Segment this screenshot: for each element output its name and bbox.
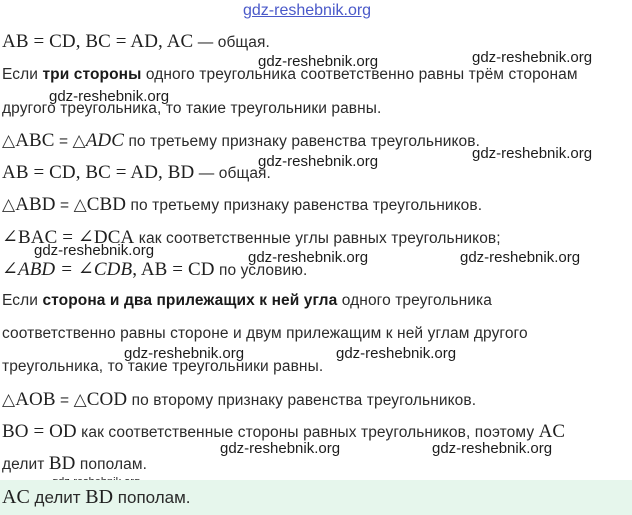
answer-label: пополам. xyxy=(113,488,191,507)
statement-line xyxy=(2,226,501,249)
statement-text: делит xyxy=(2,456,49,473)
statement-text: одного треугольника xyxy=(337,292,492,309)
watermark: gdz-reshebnik.org xyxy=(472,49,593,66)
answer-box xyxy=(0,480,632,515)
watermark: gdz-reshebnik.org xyxy=(34,242,155,259)
watermark: gdz-reshebnik.org xyxy=(124,345,245,362)
triangle-symbol: △ xyxy=(2,195,16,215)
math-expression: AC xyxy=(2,486,30,508)
theorem-line xyxy=(2,100,381,118)
statement-line xyxy=(2,130,480,152)
watermark: gdz-reshebnik.org xyxy=(49,88,170,105)
math-expression: AB = CD, BC = AD, BD xyxy=(2,162,195,183)
math-expression: BD xyxy=(48,453,76,474)
math-expression: BD xyxy=(85,486,114,508)
math-expression: AB = CD, BC = AD, AC xyxy=(2,31,194,52)
triangle-symbol: △ xyxy=(72,131,86,151)
math-expression: ∠ABD = ∠CDB xyxy=(2,259,133,280)
statement-text: по третьему признаку равенства треугольников. xyxy=(126,197,483,214)
math-expression: COD xyxy=(86,389,128,410)
emphasis-text: сторона и два прилежащих к ней угла xyxy=(42,292,338,309)
answer-text xyxy=(2,486,191,509)
statement-text: пополам. xyxy=(75,456,147,473)
statement-text: по второму признаку равенства треугольников. xyxy=(127,392,477,409)
statement-text: соответственно равны стороне и двум прилежащим к ней углам другого xyxy=(2,325,528,342)
theorem-line xyxy=(2,358,323,376)
math-expression: AOB xyxy=(15,389,56,410)
watermark: gdz-reshebnik.org xyxy=(432,440,553,457)
statement-line xyxy=(2,421,565,443)
theorem-line xyxy=(2,66,578,84)
watermark: gdz-reshebnik.org xyxy=(248,249,369,266)
watermark: gdz-reshebnik.org xyxy=(336,345,457,362)
triangle-symbol: △ xyxy=(2,131,16,151)
math-expression: ABD xyxy=(15,194,56,215)
statement-text: треугольника, то такие треугольники равны. xyxy=(2,358,324,375)
theorem-line xyxy=(2,325,528,343)
watermark: gdz-reshebnik.org xyxy=(258,53,379,70)
theorem-line xyxy=(2,292,492,310)
equals-sign: = xyxy=(54,133,73,150)
statement-text: одного треугольника соответственно равны трём сторонам xyxy=(141,66,578,83)
equals-sign: = xyxy=(55,392,74,409)
statement-text: как соответственные углы равных треугольников; xyxy=(134,230,501,247)
statement-line xyxy=(2,194,482,216)
statement-text: по условию. xyxy=(214,262,308,279)
statement-text: Если xyxy=(2,66,43,83)
math-expression: CBD xyxy=(86,194,127,215)
statement-line xyxy=(2,453,147,475)
statement-text: — общая. xyxy=(193,34,270,51)
watermark: gdz-reshebnik.org xyxy=(472,145,593,162)
statement-text: как соответственные стороны равных треугольников, поэтому xyxy=(76,424,539,441)
statement-line xyxy=(2,162,271,184)
statement-text: по третьему признаку равенства треугольников. xyxy=(124,133,481,150)
triangle-symbol: △ xyxy=(73,390,87,410)
watermark: gdz-reshebnik.org xyxy=(258,153,379,170)
statement-line xyxy=(2,258,307,281)
watermark-top: gdz-reshebnik.org xyxy=(243,2,372,19)
answer-label: делит xyxy=(29,488,86,507)
equals-sign: = xyxy=(55,197,74,214)
watermark: gdz-reshebnik.org xyxy=(220,440,341,457)
math-expression: , AB = CD xyxy=(132,259,215,280)
statement-text: — общая. xyxy=(194,165,271,182)
math-expression: ADC xyxy=(85,130,125,151)
statement-text: Если xyxy=(2,292,43,309)
watermark: gdz-reshebnik.org xyxy=(460,249,581,266)
statement-line xyxy=(2,31,270,53)
math-expression: ABC xyxy=(15,130,55,151)
math-expression: ∠BAC = ∠DCA xyxy=(2,227,135,248)
statement-text: другого треугольника, то такие треугольники равны. xyxy=(2,100,382,117)
statement-line xyxy=(2,389,476,411)
triangle-symbol: △ xyxy=(2,390,16,410)
emphasis-text: три стороны xyxy=(42,66,142,83)
math-expression: BO = OD xyxy=(2,421,77,442)
triangle-symbol: △ xyxy=(73,195,87,215)
math-expression: AC xyxy=(538,421,566,442)
